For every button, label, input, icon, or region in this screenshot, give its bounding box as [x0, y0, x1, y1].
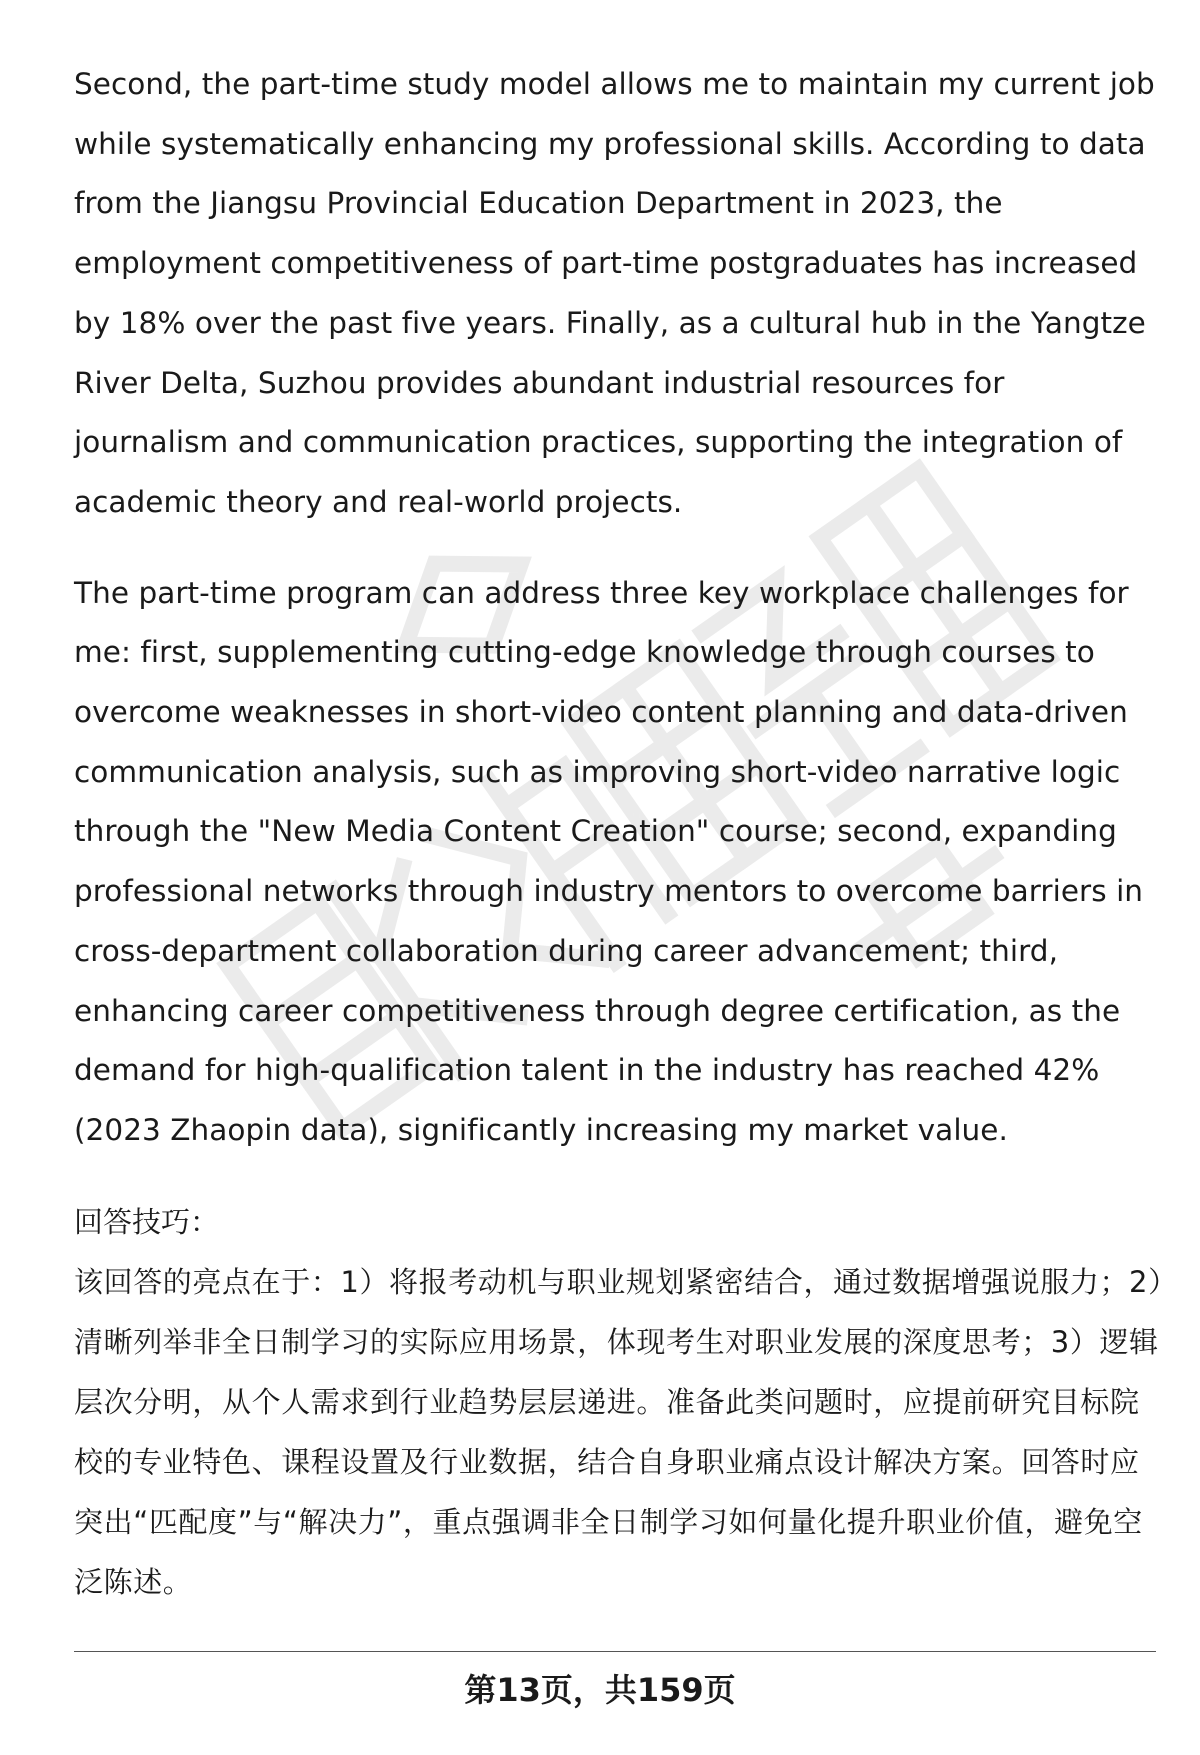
page-number: 第13页，共159页	[464, 1671, 736, 1709]
footer-divider	[74, 1651, 1156, 1652]
tips-body: 该回答的亮点在于：1）将报考动机与职业规划紧密结合，通过数据增强说服力；2）清晰列举非全日制学习的实际应用场景，体现考生对职业发展的深度思考；3）逻辑层次分明，从个人需求到行业趋势层层递进。准备此类问题时，应提前研究目标院校的专业特色、课程设置及行业数据，结合自身职业痛点设计解决方案。回答时应突出“匹配度”与“解决力”，重点强调非全日制学习如何量化提升职业价值，避免空泛陈述。	[74, 1264, 1164, 1599]
document-body	[74, 55, 1164, 1612]
paragraph-workplace-challenges: The part-time program can address three key workplace challenges for me: first, supplementing cutting-edge knowledge through courses to overcome weaknesses in short-video content planning and data-driven communication analysis, such as improving short-video narrative logic through the "New Media Content Creation" course; second, expanding professional networks through industry mentors to overcome barriers in cross-department collaboration during career advancement; third, enhancing career competitiveness through degree certification, as the demand for high-qualification talent in the industry has reached 42% (2023 Zhaopin data), significantly increasing my market value.	[74, 575, 1144, 1147]
tips-heading: 回答技巧：	[74, 1204, 220, 1239]
paragraph-motivation: Second, the part-time study model allows me to maintain my current job while systematically enhancing my professional skills. According to data from the Jiangsu Provincial Education Department in 2023, the employment competitiveness of part-time postgraduates has increased by 18% over the past five years. Finally, as a cultural hub in the Yangtze River Delta, Suzhou provides abundant industrial resources for journalism and communication practices, supporting the integration of academic theory and real-world projects.	[74, 67, 1155, 519]
